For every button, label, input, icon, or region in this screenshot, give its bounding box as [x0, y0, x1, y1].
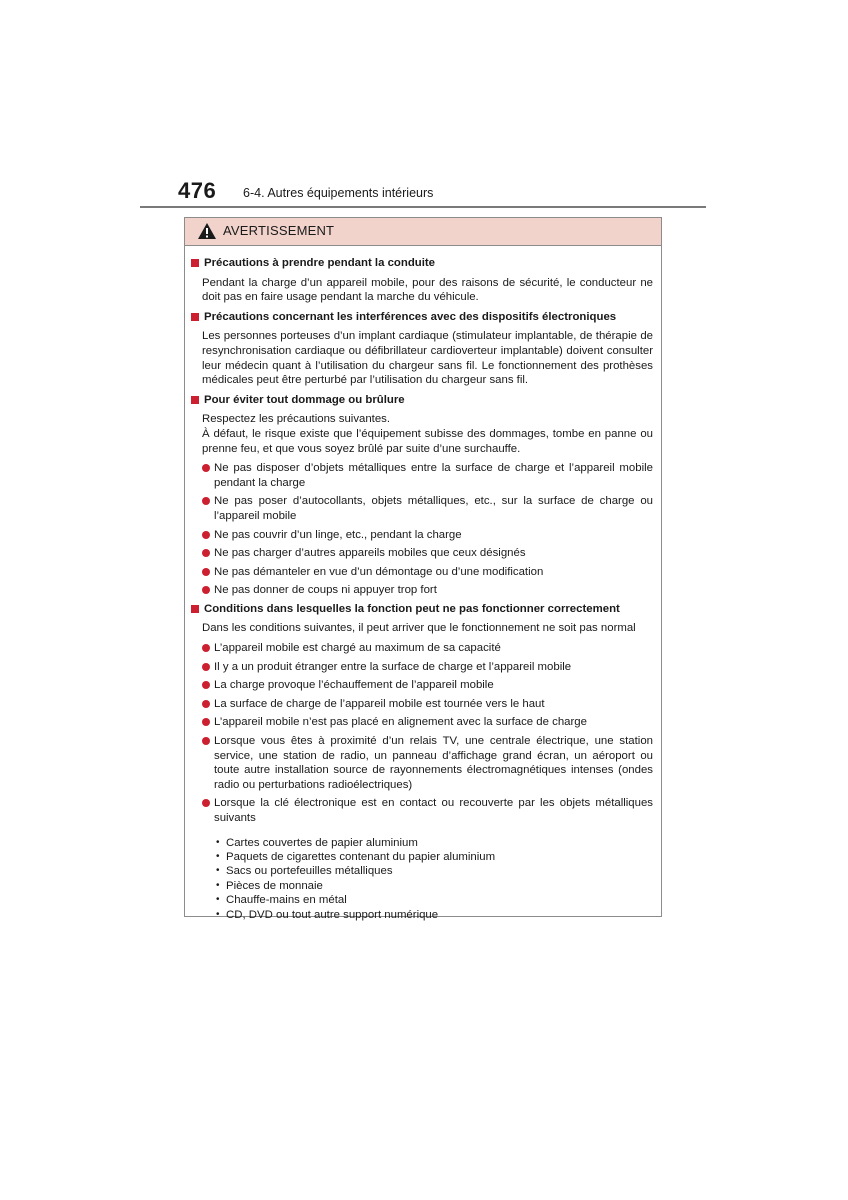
small-dot-icon: •: [216, 908, 220, 920]
list-item: Lorsque vous êtes à proximité d’un relais TV, une centrale électrique, une station service, une station de radio, un panneau d’affichage grand écran, un aéroport ou toute autre installation source de rayonnements électromagnétiques intenses (ondes radio ou perturbations radioélectriques): [214, 734, 653, 792]
warning-header: [185, 218, 661, 246]
list-item: Il y a un produit étranger entre la surface de charge et l’appareil mobile: [214, 660, 653, 675]
warning-title: AVERTISSEMENT: [223, 223, 335, 238]
small-dot-icon: •: [216, 865, 220, 877]
section-heading: Précautions concernant les interférences avec des dispositifs électroniques: [187, 310, 661, 325]
small-dot-icon: •: [216, 879, 220, 891]
list-item: Ne pas disposer d’objets métalliques entre la surface de charge et l’appareil mobile pendant la charge: [214, 461, 653, 490]
list-item: Ne pas couvrir d’un linge, etc., pendant la charge: [214, 528, 653, 543]
sub-list-item: • CD, DVD ou tout autre support numérique: [216, 908, 439, 921]
sub-list-item: • Paquets de cigarettes contenant du papier aluminium: [216, 851, 496, 863]
warning-content: [185, 256, 661, 922]
section-heading: Conditions dans lesquelles la fonction peut ne pas fonctionner correctement: [187, 602, 661, 617]
red-square-icon: [191, 396, 199, 404]
red-dot-icon: [202, 737, 210, 745]
list-item: Ne pas poser d’autocollants, objets métalliques, etc., sur la surface de charge ou l’appareil mobile: [214, 494, 653, 523]
paragraph: Pendant la charge d’un appareil mobile, pour des raisons de sécurité, le conducteur ne doit pas en faire usage pendant la marche du véhicule.: [202, 276, 653, 304]
list-item: Ne pas charger d’autres appareils mobiles que ceux désignés: [214, 546, 653, 561]
red-dot-icon: [202, 644, 210, 652]
list-item: L’appareil mobile n’est pas placé en alignement avec la surface de charge: [214, 715, 653, 730]
red-dot-icon: [202, 718, 210, 726]
red-square-icon: [191, 605, 199, 613]
red-dot-icon: [202, 531, 210, 539]
sub-list-item: • Pièces de monnaie: [216, 879, 323, 892]
sub-list-item: • Sacs ou portefeuilles métalliques: [216, 865, 393, 878]
red-dot-icon: [202, 663, 210, 671]
red-dot-icon: [202, 568, 210, 576]
page-header: [140, 178, 706, 208]
paragraph: À défaut, le risque existe que l’équipement subisse des dommages, tombe en panne ou prenne feu, et que vous soyez brûlé par suite d’une surchauffe.: [202, 427, 653, 455]
warning-box: [184, 217, 662, 921]
red-dot-icon: [202, 681, 210, 689]
red-dot-icon: [202, 464, 210, 472]
warning-triangle-icon: [197, 222, 217, 240]
red-square-icon: [191, 313, 199, 321]
sub-list-item: • Chauffe-mains en métal: [216, 894, 347, 907]
red-dot-icon: [202, 799, 210, 807]
list-item: Ne pas donner de coups ni appuyer trop fort: [214, 583, 653, 598]
page-number: 476: [178, 178, 217, 203]
paragraph: Dans les conditions suivantes, il peut arriver que le fonctionnement ne soit pas normal: [202, 622, 636, 635]
small-dot-icon: •: [216, 836, 220, 848]
paragraph: Respectez les précautions suivantes.: [202, 413, 391, 426]
small-dot-icon: •: [216, 894, 220, 906]
red-dot-icon: [202, 497, 210, 505]
list-item: La surface de charge de l’appareil mobile est tournée vers le haut: [214, 697, 653, 712]
sub-list-item: • Cartes couvertes de papier aluminium: [216, 836, 418, 849]
list-item: Lorsque la clé électronique est en contact ou recouverte par les objets métalliques suivants: [214, 796, 653, 825]
list-item: Ne pas démanteler en vue d’un démontage ou d’une modification: [214, 565, 653, 580]
list-item: L’appareil mobile est chargé au maximum de sa capacité: [214, 641, 653, 656]
section-heading: Précautions à prendre pendant la conduite: [187, 256, 661, 271]
section-title: 6-4. Autres équipements intérieurs: [243, 186, 434, 200]
red-dot-icon: [202, 700, 210, 708]
paragraph: Les personnes porteuses d’un implant cardiaque (stimulateur implantable, de thérapie de resynchronisation cardiaque ou défibrillateur cardioverteur implantable) doivent consulter leur médecin quant à l’utilisation du chargeur sans fil. Le fonctionnement des prothèses médicales peut être perturbé par l’utilisation du chargeur sans fil.: [202, 330, 653, 387]
small-dot-icon: •: [216, 851, 220, 862]
list-item: La charge provoque l’échauffement de l’appareil mobile: [214, 678, 653, 693]
red-square-icon: [191, 259, 199, 267]
header-rule: [140, 206, 706, 208]
red-dot-icon: [202, 549, 210, 557]
red-dot-icon: [202, 586, 210, 594]
section-heading: Pour éviter tout dommage ou brûlure: [187, 393, 661, 408]
